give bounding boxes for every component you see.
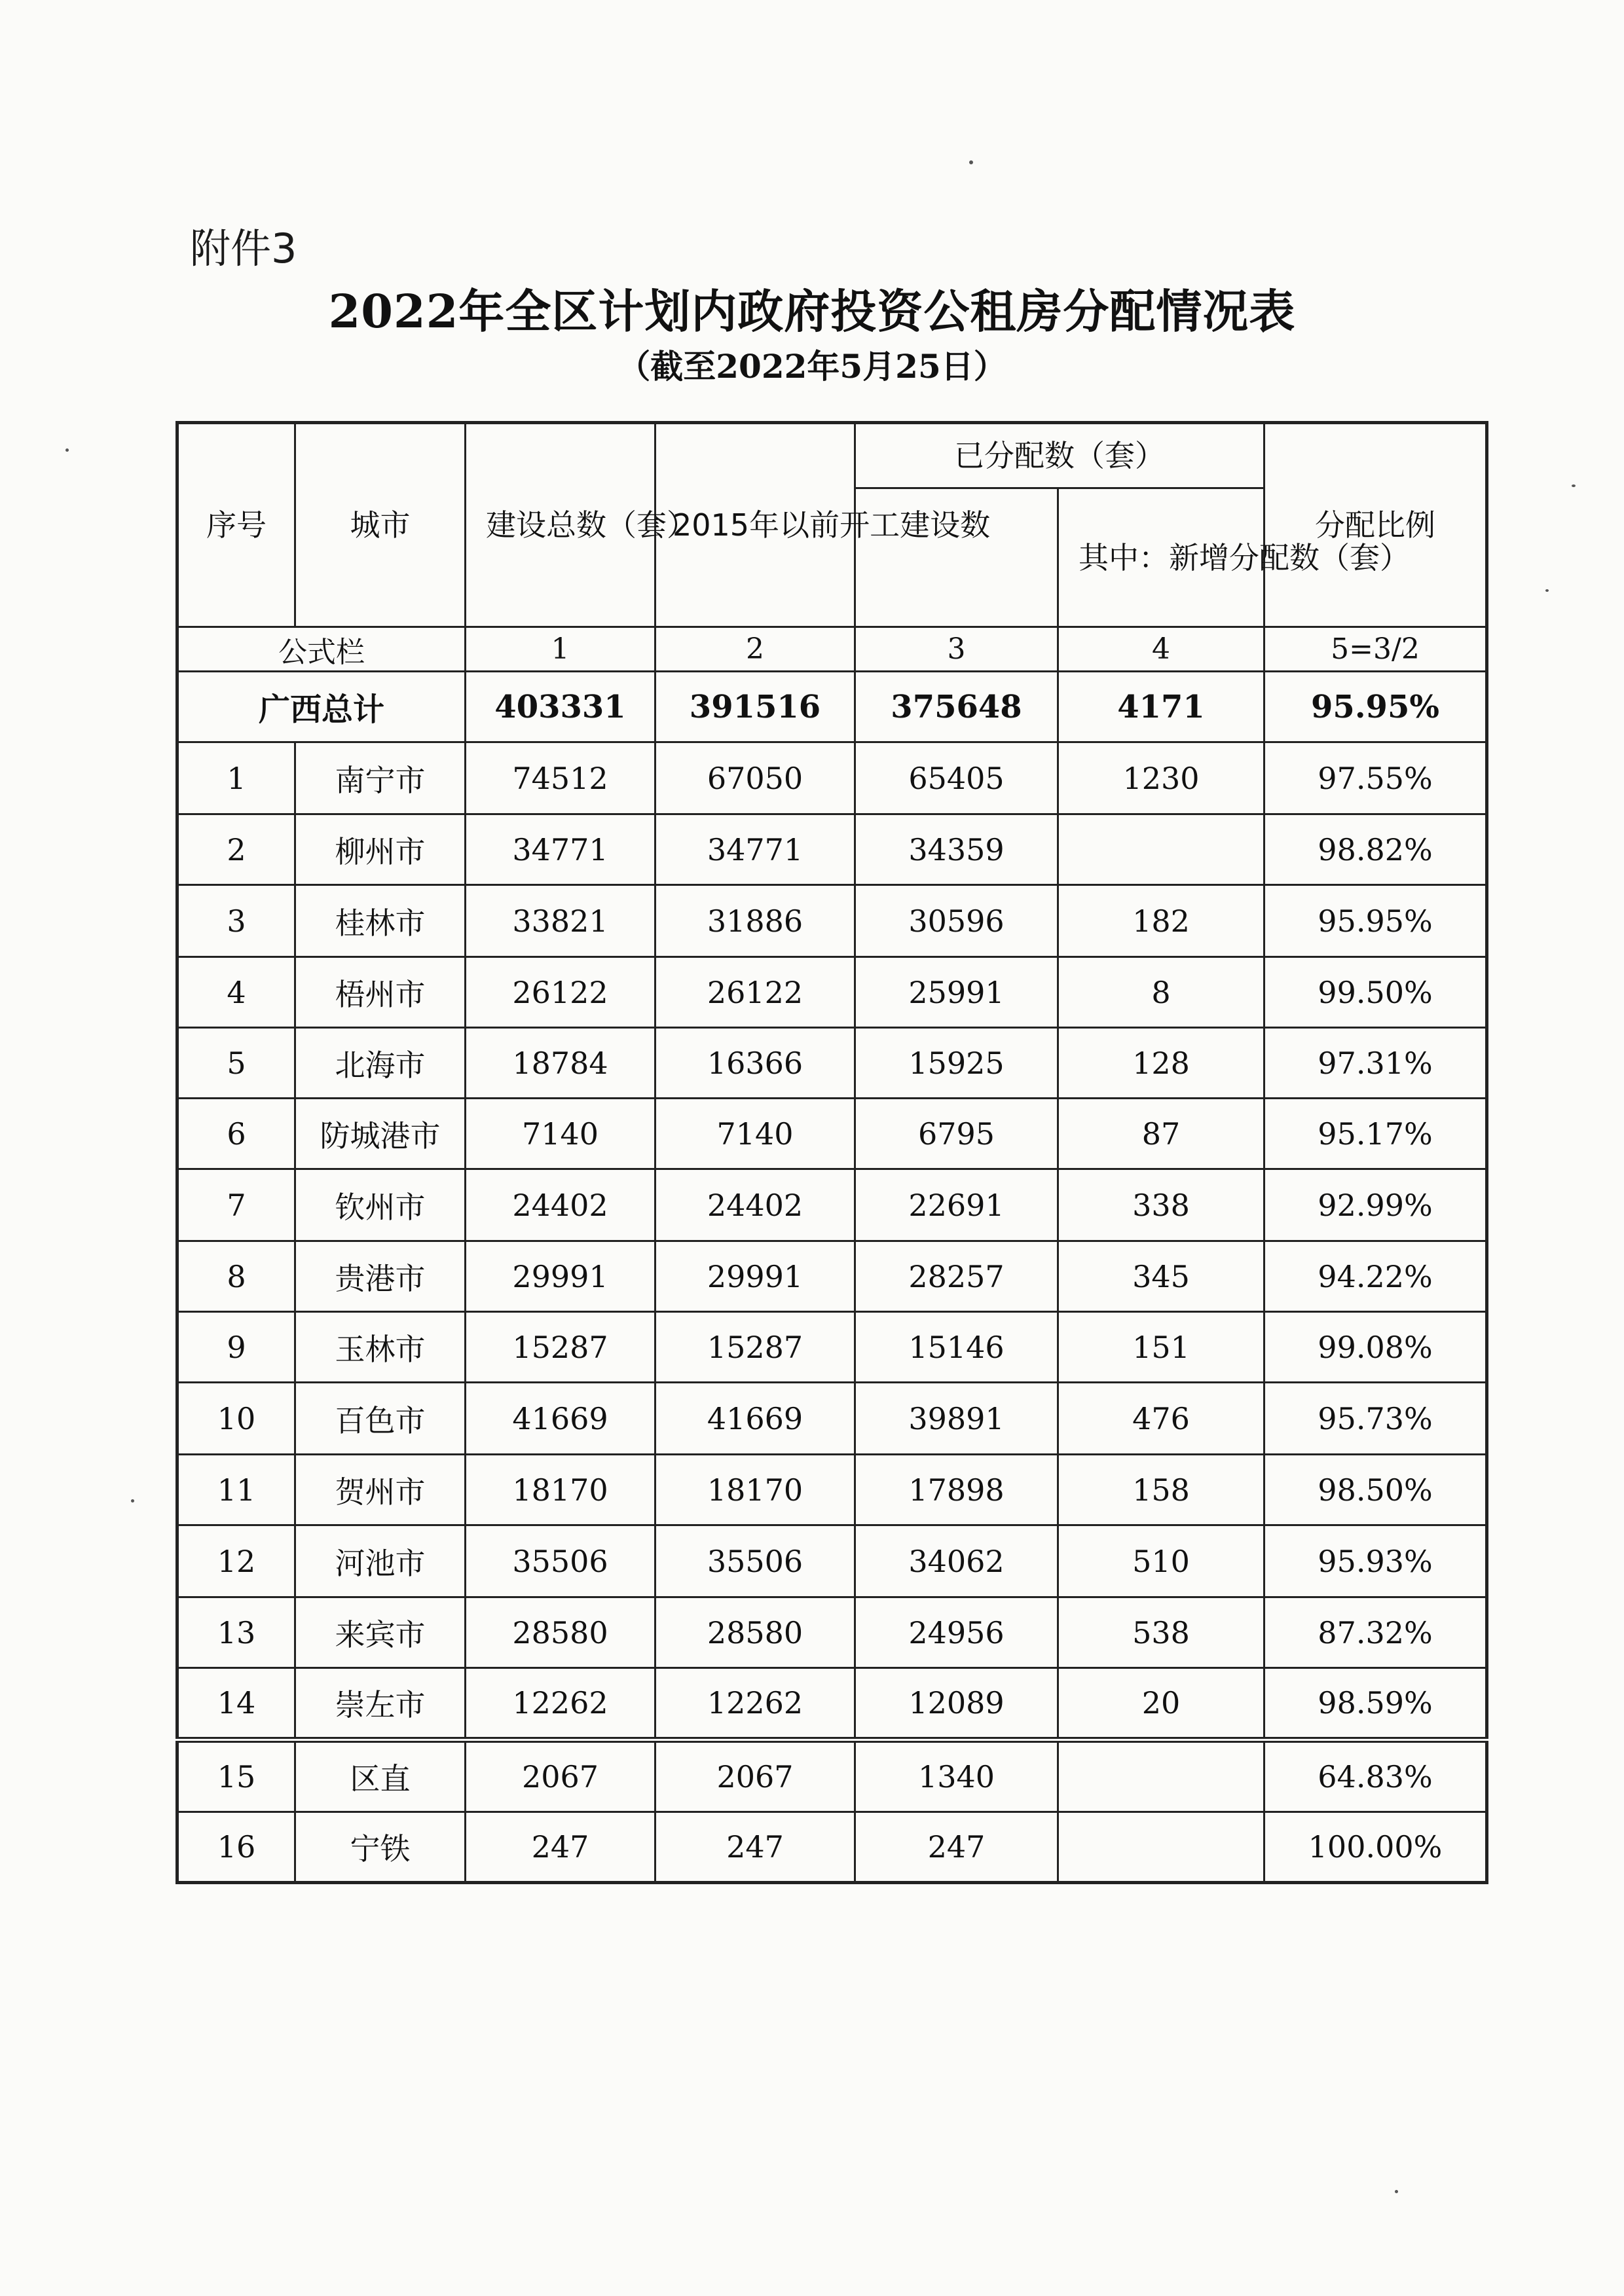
- cell-city: 崇左市: [295, 1668, 466, 1740]
- cell-c5: 87.32%: [1264, 1597, 1487, 1668]
- cell-city: 宁铁: [295, 1812, 466, 1883]
- cell-seq: 3: [177, 885, 295, 957]
- cell-c2: 7140: [655, 1099, 855, 1169]
- header-seq: 序号: [177, 423, 295, 627]
- table-row: [177, 814, 1487, 885]
- cell-c4: 20: [1058, 1668, 1264, 1740]
- cell-city: 来宾市: [295, 1597, 466, 1668]
- table-row: [177, 1312, 1487, 1383]
- table-row: [177, 1668, 1487, 1740]
- cell-city: 南宁市: [295, 742, 466, 814]
- cell-city: 钦州市: [295, 1169, 466, 1241]
- cell-c4: 151: [1058, 1312, 1264, 1383]
- attachment-label: 附件3: [190, 225, 297, 272]
- cell-c2: 41669: [655, 1383, 855, 1455]
- cell-c3: 24956: [855, 1597, 1058, 1668]
- table-row: [177, 1455, 1487, 1525]
- cell-city: 北海市: [295, 1028, 466, 1099]
- cell-c2: 35506: [655, 1525, 855, 1597]
- cell-c4: 87: [1058, 1099, 1264, 1169]
- table-row: [177, 1028, 1487, 1099]
- table-body: [177, 423, 1487, 1883]
- formula-col-4: 4: [1058, 627, 1264, 672]
- cell-seq: 6: [177, 1099, 295, 1169]
- cell-c3: 15925: [855, 1028, 1058, 1099]
- cell-c3: 28257: [855, 1241, 1058, 1312]
- cell-seq: 11: [177, 1455, 295, 1525]
- table-row: [177, 1740, 1487, 1812]
- table-row: [177, 1099, 1487, 1169]
- cell-c5: 100.00%: [1264, 1812, 1487, 1883]
- total-col-5: 95.95%: [1264, 672, 1487, 742]
- table-row: [177, 1241, 1487, 1312]
- cell-c5: 64.83%: [1264, 1740, 1487, 1812]
- cell-city: 桂林市: [295, 885, 466, 957]
- cell-c5: 95.93%: [1264, 1525, 1487, 1597]
- cell-city: 玉林市: [295, 1312, 466, 1383]
- cell-seq: 13: [177, 1597, 295, 1668]
- cell-c3: 25991: [855, 957, 1058, 1028]
- total-col-2: 391516: [655, 672, 855, 742]
- cell-c1: 29991: [466, 1241, 655, 1312]
- cell-c1: 15287: [466, 1312, 655, 1383]
- cell-seq: 14: [177, 1668, 295, 1740]
- cell-c1: 74512: [466, 742, 655, 814]
- cell-seq: 12: [177, 1525, 295, 1597]
- cell-c2: 31886: [655, 885, 855, 957]
- cell-seq: 7: [177, 1169, 295, 1241]
- cell-c5: 95.95%: [1264, 885, 1487, 957]
- cell-c2: 24402: [655, 1169, 855, 1241]
- cell-c4: 182: [1058, 885, 1264, 957]
- cell-c2: 12262: [655, 1668, 855, 1740]
- cell-c1: 2067: [466, 1740, 655, 1812]
- cell-c1: 247: [466, 1812, 655, 1883]
- formula-col-2: 2: [655, 627, 855, 672]
- cell-c1: 34771: [466, 814, 655, 885]
- cell-c4: 128: [1058, 1028, 1264, 1099]
- cell-c5: 97.55%: [1264, 742, 1487, 814]
- cell-seq: 9: [177, 1312, 295, 1383]
- cell-c4: 476: [1058, 1383, 1264, 1455]
- cell-c3: 15146: [855, 1312, 1058, 1383]
- cell-c2: 15287: [655, 1312, 855, 1383]
- cell-c1: 24402: [466, 1169, 655, 1241]
- cell-c3: 17898: [855, 1455, 1058, 1525]
- document-title: 2022年全区计划内政府投资公租房分配情况表: [328, 284, 1296, 338]
- cell-c4: 538: [1058, 1597, 1264, 1668]
- cell-c1: 41669: [466, 1383, 655, 1455]
- cell-c3: 1340: [855, 1740, 1058, 1812]
- cell-c4: [1058, 814, 1264, 885]
- cell-c3: 39891: [855, 1383, 1058, 1455]
- cell-c3: 6795: [855, 1099, 1058, 1169]
- cell-c5: 97.31%: [1264, 1028, 1487, 1099]
- cell-c2: 28580: [655, 1597, 855, 1668]
- header-allocated: 已分配数（套）: [855, 423, 1264, 488]
- cell-c5: 98.50%: [1264, 1455, 1487, 1525]
- table-row: [177, 1597, 1487, 1668]
- cell-c4: 338: [1058, 1169, 1264, 1241]
- cell-c2: 16366: [655, 1028, 855, 1099]
- cell-c1: 28580: [466, 1597, 655, 1668]
- cell-seq: 10: [177, 1383, 295, 1455]
- cell-c2: 29991: [655, 1241, 855, 1312]
- formula-label: 公式栏: [177, 627, 466, 672]
- cell-c5: 95.73%: [1264, 1383, 1487, 1455]
- cell-c5: 92.99%: [1264, 1169, 1487, 1241]
- total-col-4: 4171: [1058, 672, 1264, 742]
- cell-c4: [1058, 1740, 1264, 1812]
- document-subtitle: （截至2022年5月25日）: [618, 347, 1006, 386]
- cell-c4: [1058, 1812, 1264, 1883]
- cell-city: 梧州市: [295, 957, 466, 1028]
- table-row: [177, 957, 1487, 1028]
- cell-seq: 5: [177, 1028, 295, 1099]
- cell-c5: 98.82%: [1264, 814, 1487, 885]
- cell-c5: 99.08%: [1264, 1312, 1487, 1383]
- cell-city: 贺州市: [295, 1455, 466, 1525]
- cell-seq: 1: [177, 742, 295, 814]
- cell-c5: 94.22%: [1264, 1241, 1487, 1312]
- cell-c1: 18784: [466, 1028, 655, 1099]
- cell-c1: 12262: [466, 1668, 655, 1740]
- cell-city: 贵港市: [295, 1241, 466, 1312]
- cell-city: 防城港市: [295, 1099, 466, 1169]
- cell-seq: 4: [177, 957, 295, 1028]
- cell-c3: 12089: [855, 1668, 1058, 1740]
- cell-city: 百色市: [295, 1383, 466, 1455]
- cell-c3: 34062: [855, 1525, 1058, 1597]
- cell-c5: 95.17%: [1264, 1099, 1487, 1169]
- table-row: [177, 885, 1487, 957]
- cell-seq: 16: [177, 1812, 295, 1883]
- cell-c2: 34771: [655, 814, 855, 885]
- cell-c1: 33821: [466, 885, 655, 957]
- cell-c3: 34359: [855, 814, 1058, 885]
- cell-c5: 99.50%: [1264, 957, 1487, 1028]
- header-before-2015: 2015年以前开工建设数: [655, 423, 855, 627]
- table-row: [177, 742, 1487, 814]
- header-new-allocated: 其中：新增分配数（套）: [1058, 488, 1264, 627]
- cell-c3: 30596: [855, 885, 1058, 957]
- cell-c1: 7140: [466, 1099, 655, 1169]
- cell-c2: 247: [655, 1812, 855, 1883]
- cell-c4: 1230: [1058, 742, 1264, 814]
- allocation-table: [175, 421, 1488, 1884]
- cell-city: 区直: [295, 1740, 466, 1812]
- header-total-built: 建设总数（套）: [466, 423, 655, 627]
- cell-c4: 510: [1058, 1525, 1264, 1597]
- cell-c2: 26122: [655, 957, 855, 1028]
- cell-seq: 2: [177, 814, 295, 885]
- header-city: 城市: [295, 423, 466, 627]
- cell-c5: 98.59%: [1264, 1668, 1487, 1740]
- total-label: 广西总计: [177, 672, 466, 742]
- cell-c4: 8: [1058, 957, 1264, 1028]
- cell-city: 柳州市: [295, 814, 466, 885]
- cell-c1: 18170: [466, 1455, 655, 1525]
- cell-c1: 35506: [466, 1525, 655, 1597]
- cell-c3: 22691: [855, 1169, 1058, 1241]
- formula-col-5: 5=3/2: [1264, 627, 1487, 672]
- table-row: [177, 1525, 1487, 1597]
- cell-seq: 8: [177, 1241, 295, 1312]
- table-row: [177, 1169, 1487, 1241]
- cell-c3: 247: [855, 1812, 1058, 1883]
- total-col-3: 375648: [855, 672, 1058, 742]
- formula-col-3: 3: [855, 627, 1058, 672]
- cell-c2: 2067: [655, 1740, 855, 1812]
- cell-c3: 65405: [855, 742, 1058, 814]
- cell-c2: 18170: [655, 1455, 855, 1525]
- cell-c2: 67050: [655, 742, 855, 814]
- cell-city: 河池市: [295, 1525, 466, 1597]
- header-ratio: 分配比例: [1264, 423, 1487, 627]
- table-row: [177, 1383, 1487, 1455]
- cell-c4: 345: [1058, 1241, 1264, 1312]
- cell-c1: 26122: [466, 957, 655, 1028]
- formula-col-1: 1: [466, 627, 655, 672]
- cell-c4: 158: [1058, 1455, 1264, 1525]
- cell-seq: 15: [177, 1740, 295, 1812]
- total-col-1: 403331: [466, 672, 655, 742]
- table-row: [177, 1812, 1487, 1883]
